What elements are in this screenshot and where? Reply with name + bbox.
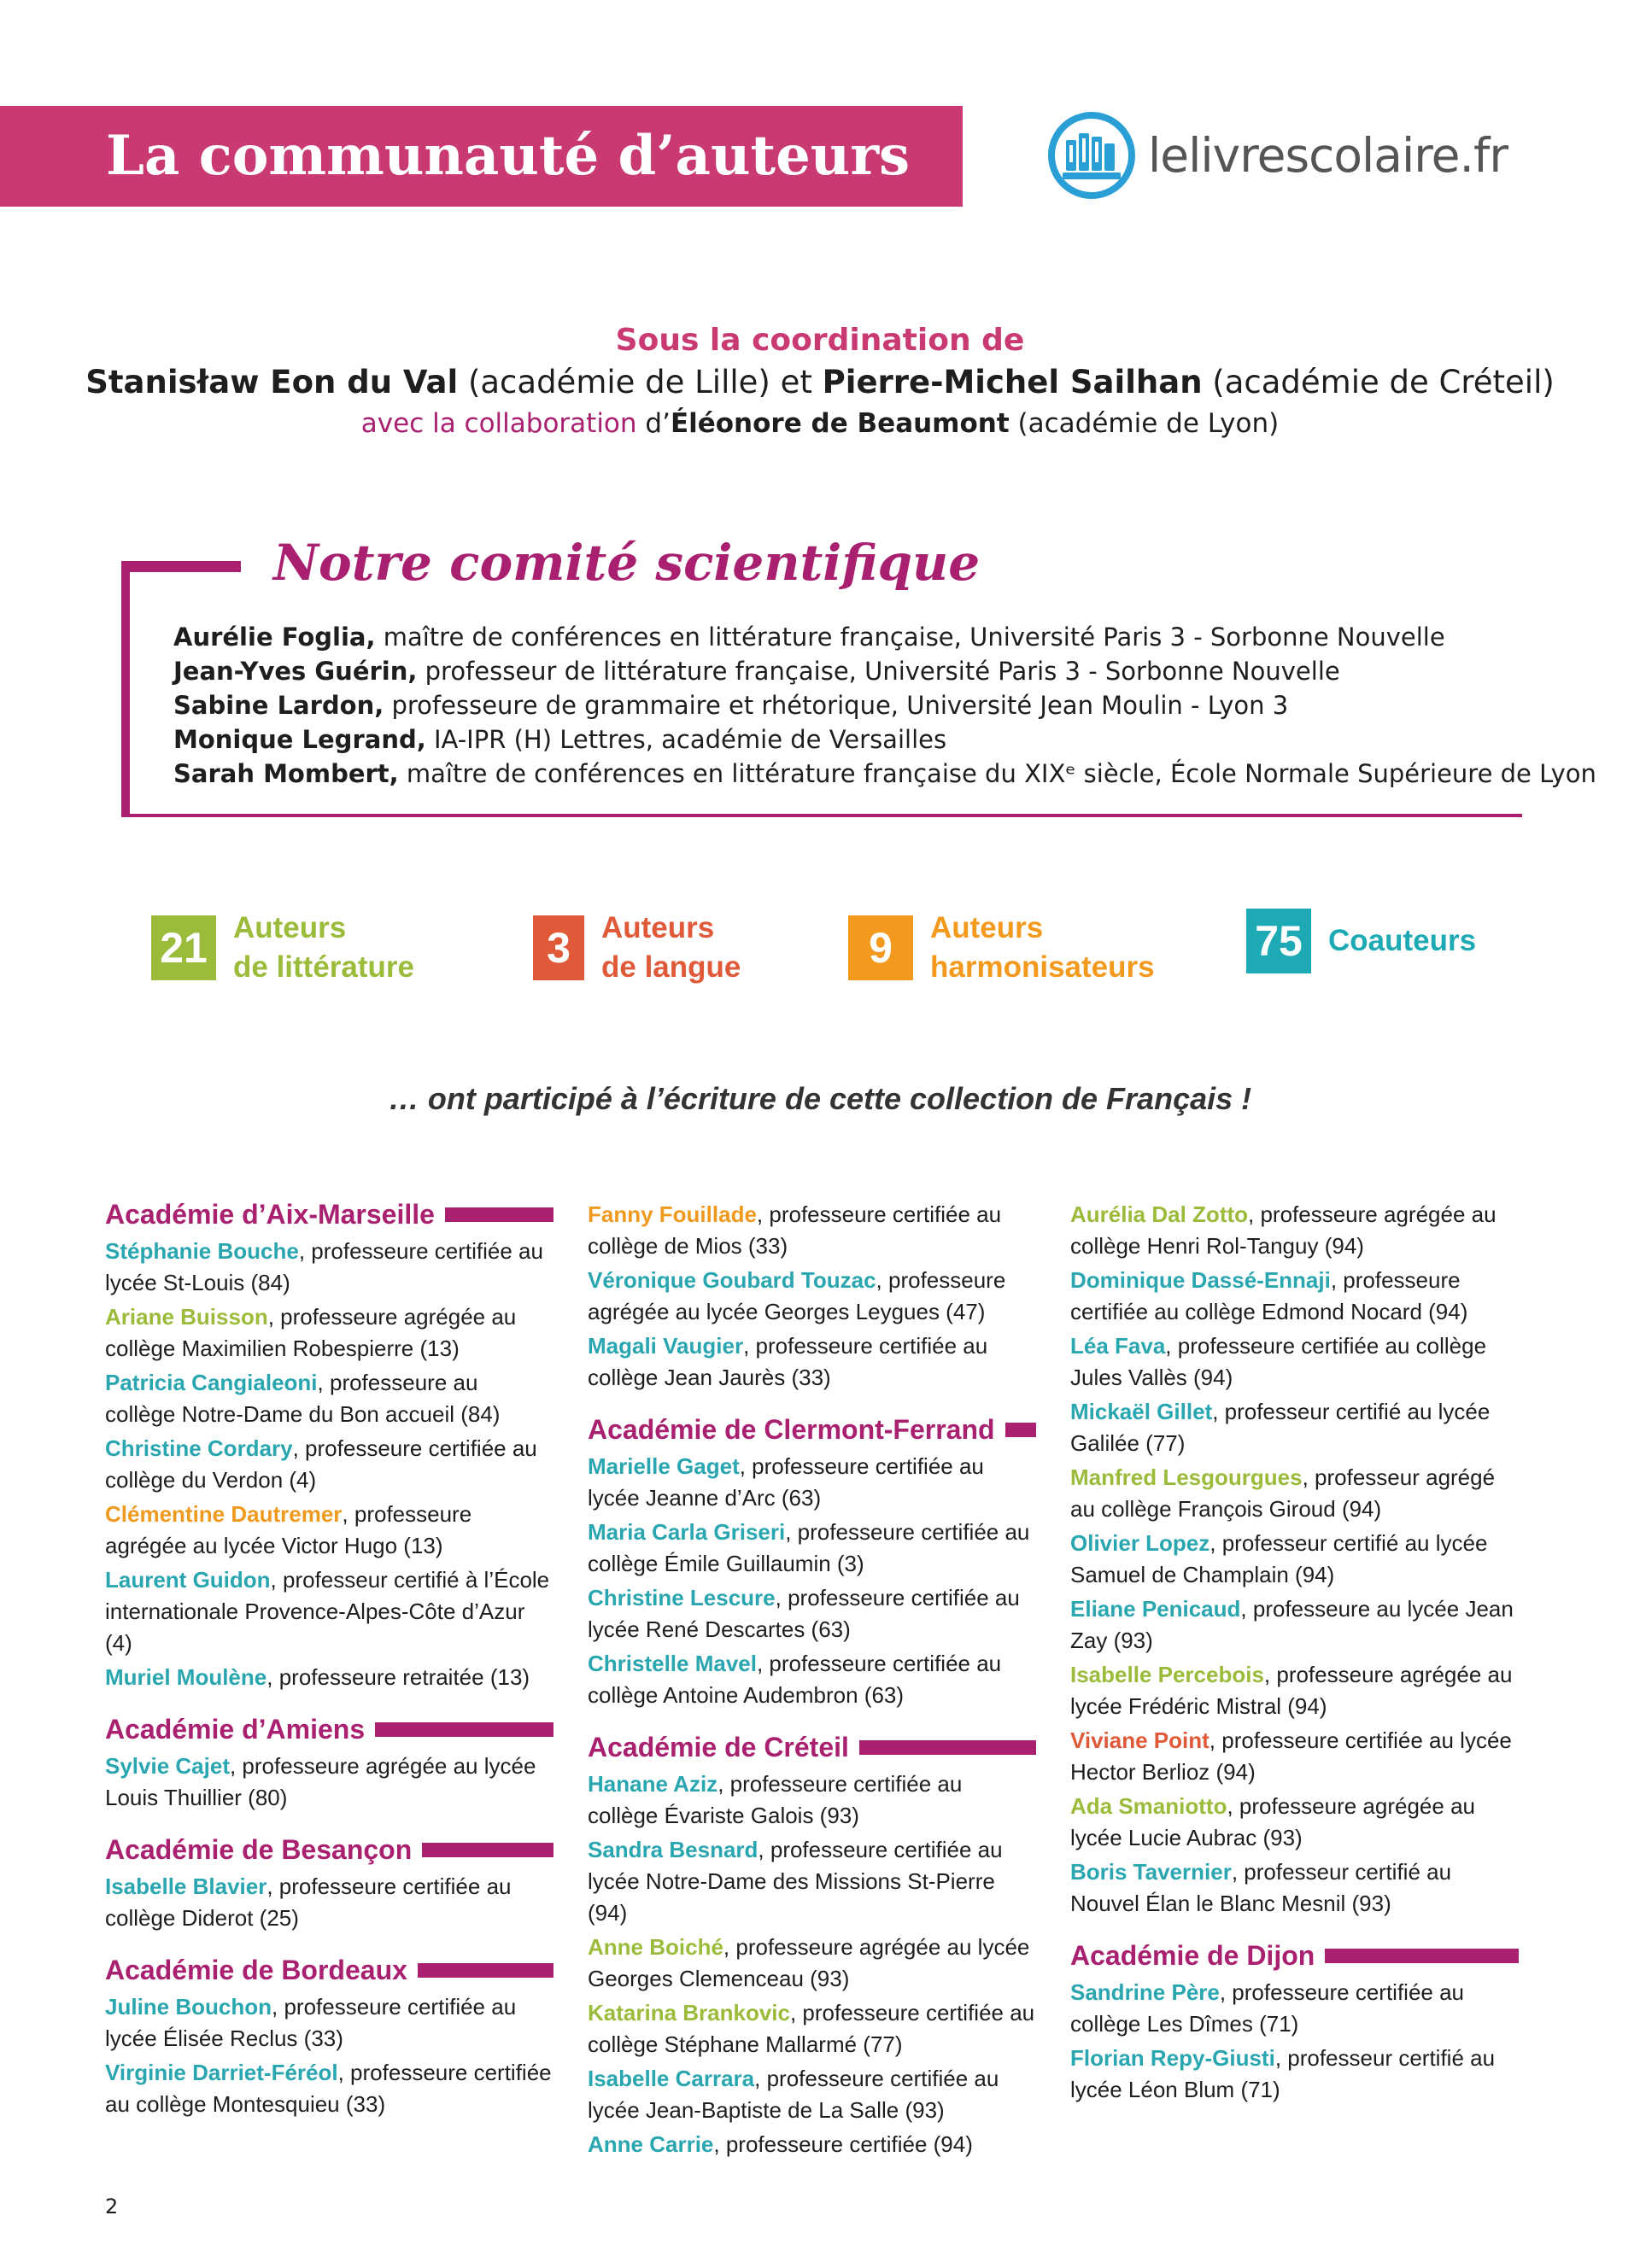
stat-label-line: Coauteurs [1328, 924, 1477, 957]
academy-header-bar [1325, 1949, 1519, 1963]
author-entry [1070, 1856, 1519, 1920]
author-entry [588, 1330, 1036, 1394]
author-description: , professeure au lycée Jean Zay (93) [1070, 1596, 1514, 1653]
author-name: Mickaël Gillet [1070, 1399, 1213, 1424]
committee-member [173, 722, 1596, 757]
author-description: , professeure agrégée au lycée Frédéric Mistral (94) [1070, 1662, 1513, 1719]
academy-header [588, 1732, 1036, 1763]
author-description: , professeure agrégée au lycée Georges Clemenceau (93) [588, 1934, 1030, 1991]
stat-block [151, 909, 414, 987]
authors-column-2 [588, 1199, 1036, 2163]
academy-header [105, 1834, 554, 1866]
author-entry [1070, 1462, 1519, 1525]
academy-header-bar [1005, 1423, 1036, 1437]
stat-number: 21 [151, 915, 216, 980]
author-description: , professeur certifié au lycée Léon Blum (71) [1070, 2045, 1496, 2102]
author-name: Eliane Penicaud [1070, 1596, 1241, 1622]
collaborator-affiliation: (académie de Lyon) [1009, 408, 1280, 439]
author-description: , professeure certifiée au collège Antoine Audembron (63) [588, 1651, 1002, 1708]
member-description: professeur de littérature française, Université Paris 3 - Sorbonne Nouvelle [417, 657, 1340, 686]
author-description: , professeure certifiée au collège du Verdon (4) [105, 1435, 537, 1493]
author-name: Anne Carrie [588, 2131, 714, 2157]
author-description: , professeur certifié au Nouvel Élan le Blanc Mesnil (93) [1070, 1859, 1452, 1916]
author-description: , professeur certifié à l’École internationale Provence-Alpes-Côte d’Azur (4) [105, 1567, 550, 1656]
authors-column-1 [105, 1199, 554, 2123]
committee-frame-left [121, 561, 130, 817]
academy-header-bar [422, 1843, 554, 1857]
author-entry [588, 1768, 1036, 1832]
author-description: , professeure agrégée au lycée Louis Thuillier (80) [105, 1753, 536, 1810]
author-description: , professeure agrégée au collège Henri Rol-Tanguy (94) [1070, 1201, 1496, 1259]
stat-label-line: harmonisateurs [930, 950, 1155, 984]
academy-title: Académie de Dijon [1070, 1940, 1315, 1971]
author-name: Laurent Guidon [105, 1567, 271, 1593]
author-entry [105, 1751, 554, 1814]
member-name: Sabine Lardon, [173, 691, 384, 720]
collaborator-name: Éléonore de Beaumont [670, 408, 1010, 439]
stat-label [233, 909, 414, 987]
author-entry [105, 1367, 554, 1430]
author-entry [105, 1433, 554, 1496]
author-description: , professeure certifiée au collège Montesquieu (33) [105, 2060, 552, 2117]
author-description: , professeure certifiée au collège Émile Guillaumin (3) [588, 1519, 1030, 1576]
author-description: , professeure certifiée au collège Edmond Nocard (94) [1070, 1267, 1468, 1324]
stat-label-line: de littérature [233, 950, 414, 984]
stat-label-line: Auteurs [601, 911, 715, 944]
author-name: Ada Smaniotto [1070, 1793, 1227, 1819]
author-entry [588, 2063, 1036, 2126]
author-name: Florian Repy-Giusti [1070, 2045, 1275, 2071]
author-name: Boris Tavernier [1070, 1859, 1232, 1885]
author-description: , professeure retraitée (13) [266, 1664, 530, 1690]
author-entry [1070, 1528, 1519, 1591]
author-name: Fanny Fouillade [588, 1201, 757, 1227]
books-logo-icon [1047, 111, 1136, 200]
coordinator-name: Pierre-Michel Sailhan [822, 364, 1203, 400]
committee-list [173, 620, 1596, 791]
author-entry [1070, 1593, 1519, 1657]
collaboration-prefix: d’ [636, 408, 671, 439]
author-entry [588, 1451, 1036, 1514]
author-name: Ariane Buisson [105, 1304, 268, 1330]
stat-label [1328, 921, 1476, 961]
member-name: Jean-Yves Guérin, [173, 657, 418, 686]
stat-label-line: de langue [601, 950, 741, 984]
author-description: , professeure agrégée au collège Maximilien Robespierre (13) [105, 1304, 517, 1361]
author-entry [105, 1871, 554, 1934]
member-description: IA-IPR (H) Lettres, académie de Versailles [425, 725, 947, 754]
author-entry [1070, 1199, 1519, 1262]
author-description: , professeure certifiée au collège Stéphane Mallarmé (77) [588, 2000, 1035, 2057]
logo[interactable] [1047, 111, 1508, 200]
author-name: Aurélia Dal Zotto [1070, 1201, 1249, 1227]
author-name: Christine Cordary [105, 1435, 293, 1461]
stat-block [533, 909, 741, 987]
stat-label-line: Auteurs [233, 911, 347, 944]
author-name: Clémentine Dautremer [105, 1501, 343, 1527]
author-entry [105, 1236, 554, 1299]
committee-frame-top [121, 561, 241, 572]
academy-title: Académie d’Aix-Marseille [105, 1199, 435, 1230]
academy-title: Académie de Clermont-Ferrand [588, 1414, 995, 1445]
academy-header [105, 1955, 554, 1986]
stat-number: 9 [848, 915, 913, 980]
authors-column-3 [1070, 1199, 1519, 2108]
author-entry [105, 1564, 554, 1659]
author-name: Dominique Dassé-Ennaji [1070, 1267, 1331, 1293]
author-entry [105, 1662, 554, 1693]
author-name: Patricia Cangialeoni [105, 1370, 318, 1395]
page-title: La communauté d’auteurs [0, 106, 963, 207]
author-entry [588, 1265, 1036, 1328]
author-entry [1070, 1725, 1519, 1788]
author-description: , professeure certifiée au collège Jean Jaurès (33) [588, 1333, 988, 1390]
member-name: Monique Legrand, [173, 725, 426, 754]
author-name: Anne Boiché [588, 1934, 723, 1960]
author-description: , professeure agrégée au lycée Georges Leygues (47) [588, 1267, 1006, 1324]
author-name: Juline Bouchon [105, 1994, 272, 2020]
author-entry [588, 1199, 1036, 1262]
committee-title: Notre comité scientifique [273, 534, 981, 592]
author-name: Olivier Lopez [1070, 1530, 1210, 1556]
coordinator-affiliation: (académie de Créteil) [1202, 364, 1555, 400]
author-entry [588, 1834, 1036, 1929]
author-name: Magali Vaugier [588, 1333, 744, 1359]
academy-title: Académie d’Amiens [105, 1714, 366, 1745]
committee-member [173, 654, 1596, 688]
author-description: , professeure certifiée au collège Jules Vallès (94) [1070, 1333, 1487, 1390]
academy-header [1070, 1940, 1519, 1972]
coordinator-name: Stanisław Eon du Val [85, 364, 459, 400]
author-name: Christine Lescure [588, 1585, 776, 1610]
author-entry [1070, 1396, 1519, 1459]
author-description: , professeure certifiée au lycée Élisée Reclus (33) [105, 1994, 517, 2051]
collaboration-line [0, 408, 1640, 439]
stat-number: 3 [533, 915, 584, 980]
author-description: , professeur certifié au lycée Galilée (77) [1070, 1399, 1491, 1456]
academy-header-bar [859, 1740, 1036, 1755]
author-name: Isabelle Percebois [1070, 1662, 1264, 1687]
stat-label [601, 909, 741, 987]
author-entry [105, 1991, 554, 2055]
author-entry [1070, 1791, 1519, 1854]
author-name: Sylvie Cajet [105, 1753, 230, 1779]
author-entry [1070, 1977, 1519, 2040]
author-description: , professeur agrégé au collège François Giroud (94) [1070, 1464, 1496, 1522]
stat-label-line: Auteurs [930, 911, 1044, 944]
member-description: maître de conférences en littérature française du XIXᵉ siècle, École Normale Supérieure de Lyon [398, 759, 1596, 788]
stat-block [848, 909, 1155, 987]
logo-text: lelivrescolaire.fr [1148, 128, 1508, 183]
author-entry [588, 1517, 1036, 1580]
author-name: Maria Carla Griseri [588, 1519, 786, 1545]
author-description: , professeure certifiée au lycée Jeanne d’Arc (63) [588, 1453, 984, 1511]
author-entry [1070, 1265, 1519, 1328]
committee-member [173, 757, 1596, 791]
academy-header-bar [375, 1722, 554, 1737]
author-name: Véronique Goubard Touzac [588, 1267, 876, 1293]
author-name: Virginie Darriet-Féréol [105, 2060, 338, 2085]
coordinator-affiliation: (académie de Lille) et [458, 364, 823, 400]
author-name: Viviane Point [1070, 1727, 1210, 1753]
author-description: , professeure certifiée au lycée René Descartes (63) [588, 1585, 1020, 1642]
author-description: , professeure certifiée au lycée Jean-Baptiste de La Salle (93) [588, 2066, 999, 2123]
committee-member [173, 620, 1596, 654]
author-description: , professeure certifiée au lycée Hector Berlioz (94) [1070, 1727, 1512, 1785]
author-name: Sandra Besnard [588, 1837, 758, 1862]
academy-header [105, 1714, 554, 1745]
author-entry [1070, 2043, 1519, 2106]
member-description: maître de conférences en littérature française, Université Paris 3 - Sorbonne Nouvelle [375, 623, 1445, 652]
member-name: Aurélie Foglia, [173, 623, 376, 652]
author-name: Hanane Aziz [588, 1771, 718, 1797]
author-description: , professeure au collège Notre-Dame du Bon accueil (84) [105, 1370, 501, 1427]
academy-title: Académie de Créteil [588, 1732, 849, 1762]
author-name: Katarina Brankovic [588, 2000, 790, 2025]
academy-title: Académie de Bordeaux [105, 1955, 407, 1985]
author-entry [105, 1499, 554, 1562]
author-description: , professeure agrégée au lycée Lucie Aubrac (93) [1070, 1793, 1475, 1850]
author-description: , professeure certifiée au lycée Notre-Dame des Missions St-Pierre (94) [588, 1837, 1003, 1926]
academy-header [588, 1414, 1036, 1446]
author-description: , professeure certifiée au lycée St-Louis (84) [105, 1238, 543, 1295]
academy-header-bar [418, 1963, 554, 1978]
page-number: 2 [105, 2195, 119, 2218]
author-name: Léa Fava [1070, 1333, 1166, 1359]
author-entry [588, 1997, 1036, 2060]
author-entry [588, 1582, 1036, 1645]
author-entry [1070, 1659, 1519, 1722]
member-description: professeure de grammaire et rhétorique, Université Jean Moulin - Lyon 3 [384, 691, 1289, 720]
author-description: , professeure certifiée (94) [713, 2131, 973, 2157]
coordination-names [0, 364, 1640, 400]
collaboration-label: avec la collaboration [360, 408, 637, 439]
author-entry [588, 1648, 1036, 1711]
author-description: , professeure certifiée au collège Évariste Galois (93) [588, 1771, 963, 1828]
author-description: , professeure certifiée au collège de Mios (33) [588, 1201, 1002, 1259]
academy-title: Académie de Besançon [105, 1834, 413, 1865]
author-name: Manfred Lesgourgues [1070, 1464, 1303, 1490]
author-name: Muriel Moulène [105, 1664, 267, 1690]
author-name: Isabelle Blavier [105, 1873, 267, 1899]
stat-block [1246, 909, 1476, 973]
committee-member [173, 688, 1596, 722]
author-entry [105, 1301, 554, 1365]
author-description: , professeure certifiée au collège Les Dîmes (71) [1070, 1979, 1465, 2037]
author-name: Marielle Gaget [588, 1453, 740, 1479]
author-entry [588, 2129, 1036, 2160]
member-name: Sarah Mombert, [173, 759, 399, 788]
author-name: Sandrine Père [1070, 1979, 1220, 2005]
author-entry [105, 2057, 554, 2120]
author-name: Stéphanie Bouche [105, 1238, 299, 1264]
participation-tagline: … ont participé à l’écriture de cette collection de Français ! [388, 1081, 1252, 1116]
stat-label [930, 909, 1155, 987]
author-description: , professeure certifiée au collège Diderot (25) [105, 1873, 512, 1931]
stat-number: 75 [1246, 909, 1311, 973]
author-description: , professeur certifié au lycée Samuel de Champlain (94) [1070, 1530, 1488, 1587]
academy-header-bar [445, 1207, 554, 1222]
coordination-title: Sous la coordination de [615, 323, 1025, 358]
committee-frame-bottom [121, 814, 1522, 817]
author-entry [1070, 1330, 1519, 1394]
author-name: Isabelle Carrara [588, 2066, 755, 2091]
author-name: Christelle Mavel [588, 1651, 757, 1676]
author-description: , professeure agrégée au lycée Victor Hugo (13) [105, 1501, 472, 1558]
academy-header [105, 1199, 554, 1230]
author-entry [588, 1932, 1036, 1995]
